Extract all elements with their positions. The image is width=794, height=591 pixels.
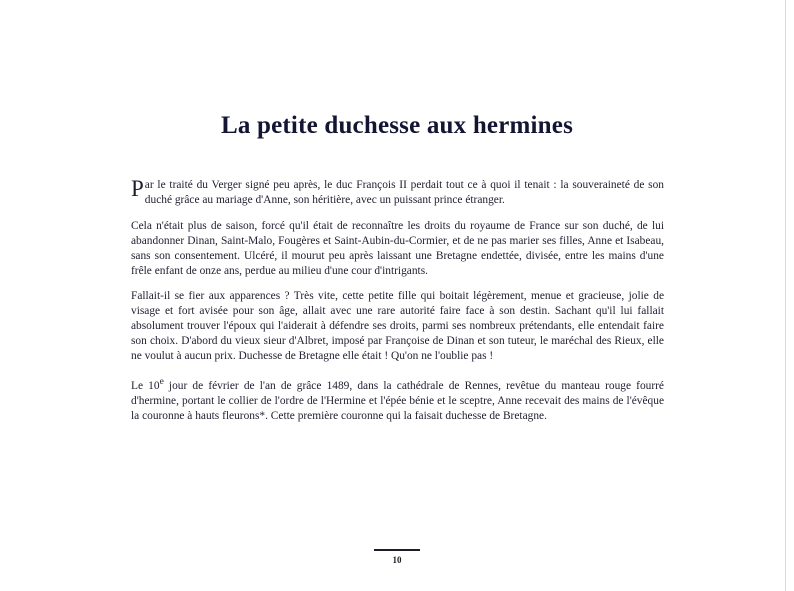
page-edge-divider — [785, 0, 786, 591]
paragraph-4 — [131, 375, 664, 424]
page-number-rule — [374, 549, 420, 551]
paragraph-4-text-end: jour de février de l'an de grâce 1489, dans la cathédrale de Rennes, revêtue du manteau rouge fourré d'hermine, portant le collier de l'ordre de l'Hermine et l'épée bénie et le sceptre, Anne recevait des mains de l'évêque la couronne à hauts fleurons*. Cette première couronne qui la faisait duchesse de Bretagne. — [131, 379, 664, 422]
drop-cap-letter: P — [131, 176, 144, 201]
ordinal-superscript: e — [159, 376, 164, 387]
page-number: 10 — [392, 555, 402, 565]
body-text — [131, 178, 664, 434]
paragraph-3: Fallait-il se fier aux apparences ? Très vite, cette petite fille qui boitait légèrement, menue et gracieuse, jolie de visage et fort avisée pour son âge, allait avec une rare autorité faire face à son destin. Sachant qu'il lui fallait absolument trouver l'époux qui l'aiderait à défendre ses droits, parmi ses nombreux prétendants, elle entendait faire son choix. D'abord du vieux sieur d'Albret, imposé par Françoise de Dinan et son tuteur, le maréchal des Rieux, elle ne voulut à aucun prix. Duchesse de Bretagne elle était ! Qu'on ne l'oublie pas ! — [131, 290, 664, 363]
paragraph-4-text-start: Le 10 — [131, 379, 160, 392]
paragraph-1-text: ar le traité du Verger signé peu après, le duc François II perdait tout ce à quoi il tenait : la souveraineté de son duché grâce au mariage d'Anne, son héritière, avec un puissant prince étranger. — [144, 179, 664, 206]
paragraph-1 — [131, 178, 664, 208]
page-title: La petite duchesse aux hermines — [220, 112, 574, 139]
paragraph-2: Cela n'était plus de saison, forcé qu'il était de reconnaître les droits du royaume de France sur son duché, de lui abandonner Dinan, Saint-Malo, Fougères et Saint-Aubin-du-Cormier, et de ne pas marier ses filles, Anne et Isabeau, sans son consentement. Ulcéré, il mourut peu après laissant une Bretagne endettée, divisée, entre les mains d'une frêle enfant de onze ans, perdue au milieu d'une cour d'intrigants. — [131, 219, 664, 277]
